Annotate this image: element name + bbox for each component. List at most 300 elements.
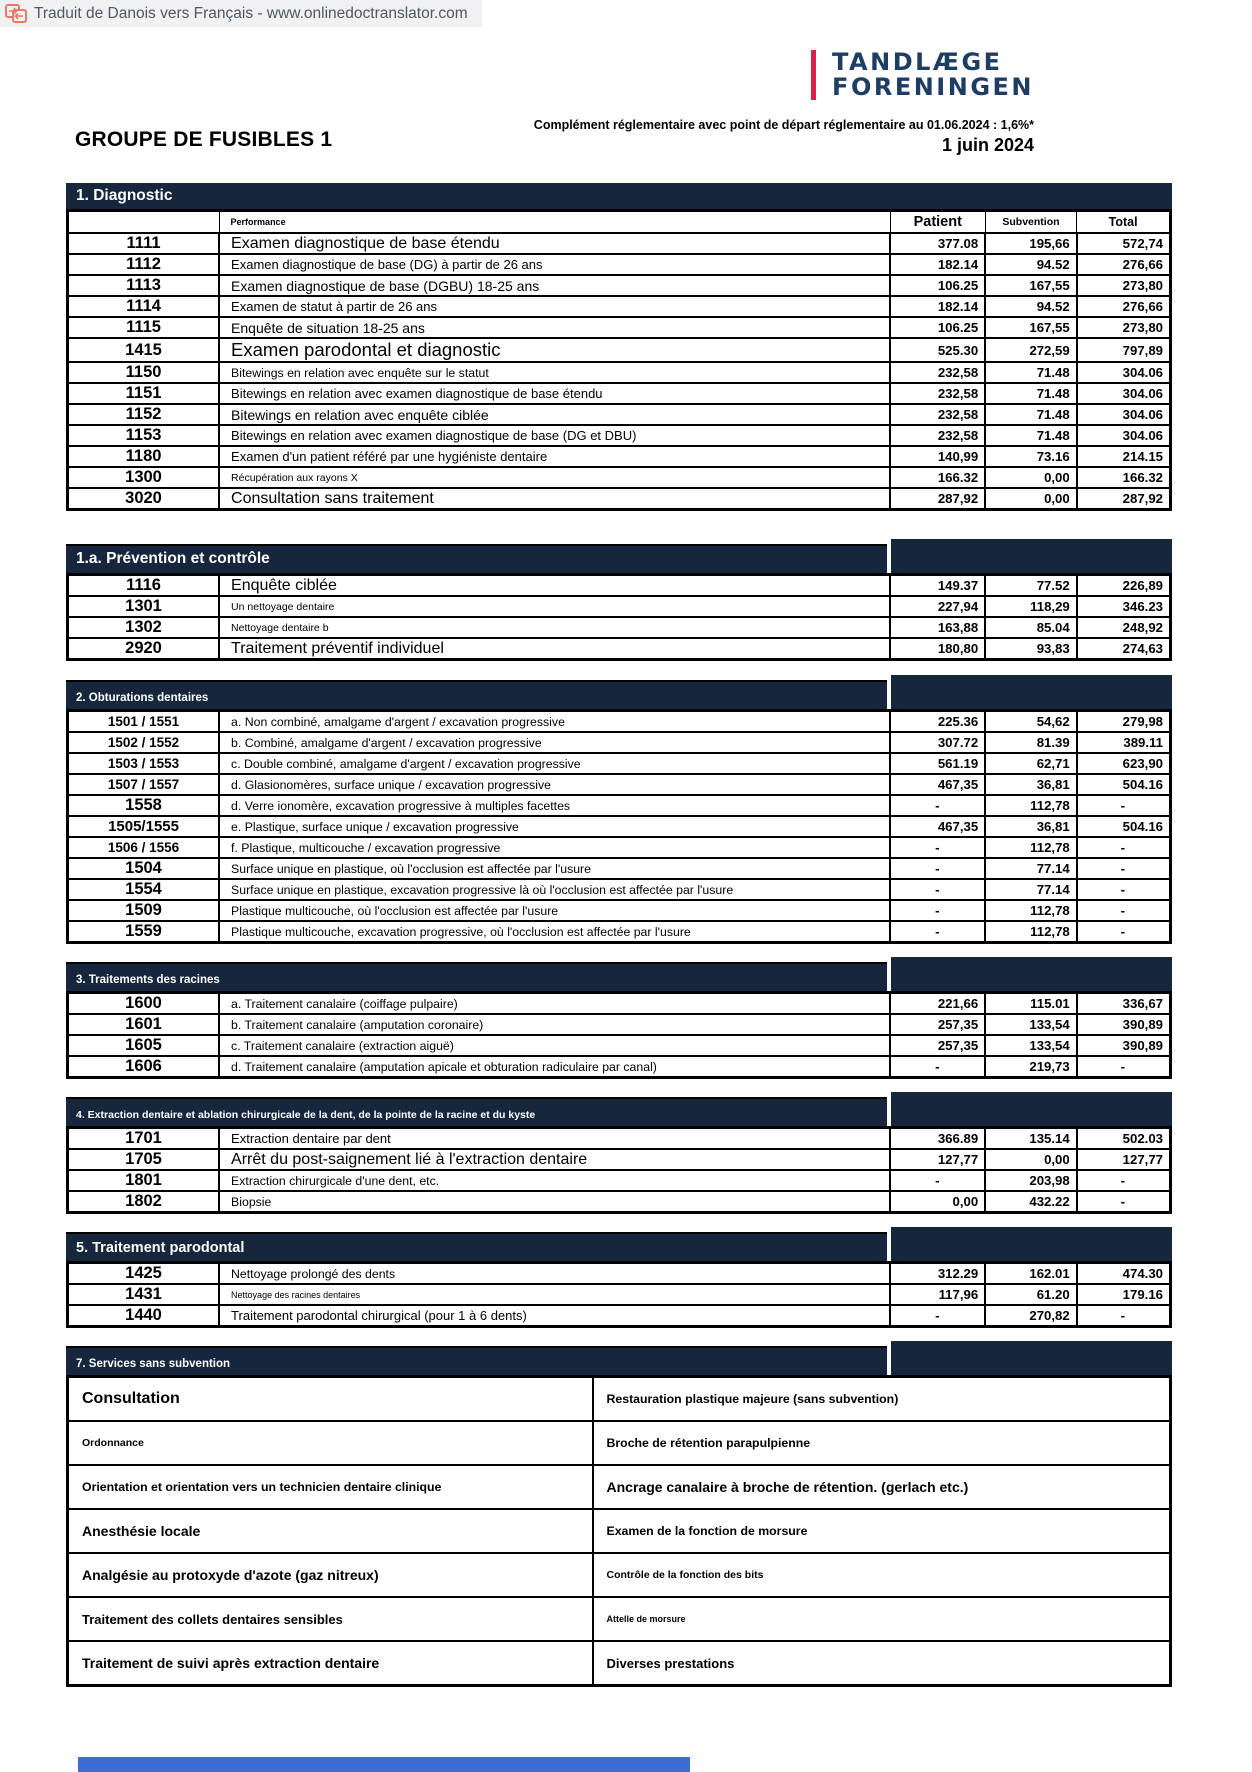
code-cell: 2920 bbox=[68, 638, 220, 660]
total-cell: 336,67 bbox=[1077, 993, 1171, 1015]
code-cell: 1301 bbox=[68, 596, 220, 617]
code-cell: 1701 bbox=[68, 1128, 220, 1150]
subvention-cell: 133,54 bbox=[985, 1035, 1077, 1056]
section-obturations bbox=[66, 675, 1172, 944]
code-cell: 1506 / 1556 bbox=[68, 837, 220, 858]
description-cell: Nettoyage prolongé des dents bbox=[219, 1263, 890, 1285]
code-cell: 1504 bbox=[68, 858, 220, 879]
total-cell: 274,63 bbox=[1077, 638, 1171, 660]
total-cell: - bbox=[1077, 858, 1171, 879]
section-parodontal bbox=[66, 1227, 1172, 1328]
patient-cell: - bbox=[890, 1170, 985, 1191]
table-row bbox=[68, 732, 1171, 753]
subvention-cell: 71.48 bbox=[985, 362, 1077, 383]
subvention-cell: 0,00 bbox=[985, 467, 1077, 488]
table-row bbox=[68, 575, 1171, 597]
total-cell: 623,90 bbox=[1077, 753, 1171, 774]
description-cell: Examen d'un patient référé par une hygiéniste dentaire bbox=[219, 446, 890, 467]
description-cell: b. Traitement canalaire (amputation coronaire) bbox=[219, 1014, 890, 1035]
service-right-cell: Restauration plastique majeure (sans subvention) bbox=[593, 1377, 1171, 1422]
services-table bbox=[66, 1375, 1172, 1687]
description-cell: Extraction chirurgicale d'une dent, etc. bbox=[219, 1170, 890, 1191]
description-cell: f. Plastique, multicouche / excavation progressive bbox=[219, 837, 890, 858]
bottom-page-bar bbox=[78, 1757, 690, 1772]
table-row bbox=[68, 275, 1171, 296]
table-row bbox=[68, 1305, 1171, 1327]
total-cell: 166.32 bbox=[1077, 467, 1171, 488]
total-cell: 248,92 bbox=[1077, 617, 1171, 638]
table-row bbox=[68, 1597, 1171, 1641]
subvention-cell: 270,82 bbox=[985, 1305, 1077, 1327]
code-cell: 1115 bbox=[68, 317, 220, 338]
section-band bbox=[66, 1341, 1172, 1375]
section-diagnostic bbox=[66, 183, 1172, 511]
section-title: 5. Traitement parodontal bbox=[76, 1240, 245, 1256]
patient-cell: 180,80 bbox=[890, 638, 985, 660]
subvention-cell: 219,73 bbox=[985, 1056, 1077, 1078]
table-row bbox=[68, 1641, 1171, 1686]
total-cell: 474.30 bbox=[1077, 1263, 1171, 1285]
description-cell: Examen parodontal et diagnostic bbox=[219, 338, 890, 362]
subvention-cell: 71.48 bbox=[985, 404, 1077, 425]
table-row bbox=[68, 816, 1171, 837]
section-band-right bbox=[891, 1341, 1172, 1375]
translate-bar-label: Traduit de Danois vers Français - www.onlinedoctranslator.com bbox=[34, 4, 468, 22]
total-cell: 389.11 bbox=[1077, 732, 1171, 753]
translate-icon bbox=[5, 4, 27, 24]
total-cell: 504.16 bbox=[1077, 816, 1171, 837]
code-cell: 1114 bbox=[68, 296, 220, 317]
subvention-cell: 0,00 bbox=[985, 1149, 1077, 1170]
total-cell: 287,92 bbox=[1077, 488, 1171, 510]
subvention-cell: 112,78 bbox=[985, 921, 1077, 943]
description-cell: a. Traitement canalaire (coiffage pulpaire) bbox=[219, 993, 890, 1015]
service-right-cell: Examen de la fonction de morsure bbox=[593, 1509, 1171, 1553]
section-extraction bbox=[66, 1092, 1172, 1214]
table-row bbox=[68, 1465, 1171, 1509]
subvention-cell: 77.52 bbox=[985, 575, 1077, 597]
subvention-cell: 133,54 bbox=[985, 1014, 1077, 1035]
subvention-cell: 203,98 bbox=[985, 1170, 1077, 1191]
section-title: 1. Diagnostic bbox=[76, 187, 173, 204]
patient-cell: 525.30 bbox=[890, 338, 985, 362]
patient-cell: - bbox=[890, 921, 985, 943]
patient-cell: 467,35 bbox=[890, 774, 985, 795]
subvention-cell: 112,78 bbox=[985, 900, 1077, 921]
code-cell: 1113 bbox=[68, 275, 220, 296]
patient-cell: 225.36 bbox=[890, 711, 985, 733]
patient-cell: 127,77 bbox=[890, 1149, 985, 1170]
description-cell: Surface unique en plastique, où l'occlusion est affectée par l'usure bbox=[219, 858, 890, 879]
section-band-right bbox=[891, 1092, 1172, 1126]
subvention-cell: 85.04 bbox=[985, 617, 1077, 638]
table-row bbox=[68, 362, 1171, 383]
patient-cell: 232,58 bbox=[890, 383, 985, 404]
subvention-cell: 167,55 bbox=[985, 275, 1077, 296]
fee-table-racines bbox=[66, 991, 1172, 1079]
total-cell: 390,89 bbox=[1077, 1035, 1171, 1056]
table-row bbox=[68, 1014, 1171, 1035]
total-cell: - bbox=[1077, 1305, 1171, 1327]
subvention-cell: 62,71 bbox=[985, 753, 1077, 774]
subvention-cell: 118,29 bbox=[985, 596, 1077, 617]
table-row bbox=[68, 1035, 1171, 1056]
service-right-cell: Ancrage canalaire à broche de rétention. (gerlach etc.) bbox=[593, 1465, 1171, 1509]
patient-cell: - bbox=[890, 858, 985, 879]
fee-table-prevention bbox=[66, 573, 1172, 661]
service-left-cell: Consultation bbox=[68, 1377, 593, 1422]
table-row bbox=[68, 233, 1171, 254]
code-cell: 1112 bbox=[68, 254, 220, 275]
service-right-cell: Diverses prestations bbox=[593, 1641, 1171, 1686]
patient-cell: 366.89 bbox=[890, 1128, 985, 1150]
subvention-cell: 195,66 bbox=[985, 233, 1077, 254]
total-cell: - bbox=[1077, 1191, 1171, 1213]
fee-table-parodontal bbox=[66, 1261, 1172, 1328]
subvention-cell: 135.14 bbox=[985, 1128, 1077, 1150]
section-services bbox=[66, 1341, 1172, 1687]
description-cell: Plastique multicouche, excavation progressive, où l'occlusion est affectée par l'usure bbox=[219, 921, 890, 943]
description-cell: Traitement préventif individuel bbox=[219, 638, 890, 660]
table-row bbox=[68, 338, 1171, 362]
code-cell: 1802 bbox=[68, 1191, 220, 1213]
section-band-right bbox=[891, 957, 1172, 991]
description-cell: Bitewings en relation avec enquête ciblée bbox=[219, 404, 890, 425]
table-row bbox=[68, 1421, 1171, 1465]
fee-tables bbox=[66, 183, 1172, 1687]
description-cell: Plastique multicouche, où l'occlusion est affectée par l'usure bbox=[219, 900, 890, 921]
code-cell: 1116 bbox=[68, 575, 220, 597]
description-cell: Examen diagnostique de base (DGBU) 18-25 ans bbox=[219, 275, 890, 296]
page-title: GROUPE DE FUSIBLES 1 bbox=[75, 128, 333, 151]
patient-cell: 182.14 bbox=[890, 296, 985, 317]
total-cell: 797,89 bbox=[1077, 338, 1171, 362]
code-cell: 1507 / 1557 bbox=[68, 774, 220, 795]
description-cell: d. Verre ionomère, excavation progressive à multiples facettes bbox=[219, 795, 890, 816]
total-cell: - bbox=[1077, 1056, 1171, 1078]
code-cell: 1601 bbox=[68, 1014, 220, 1035]
total-cell: 346.23 bbox=[1077, 596, 1171, 617]
service-left-cell: Anesthésie locale bbox=[68, 1509, 593, 1553]
description-cell: Bitewings en relation avec examen diagnostique de base étendu bbox=[219, 383, 890, 404]
table-row bbox=[68, 446, 1171, 467]
service-left-cell: Traitement des collets dentaires sensibles bbox=[68, 1597, 593, 1641]
description-cell: Consultation sans traitement bbox=[219, 488, 890, 510]
total-cell: - bbox=[1077, 795, 1171, 816]
table-row bbox=[68, 383, 1171, 404]
description-cell: Nettoyage des racines dentaires bbox=[219, 1284, 890, 1305]
patient-cell: 257,35 bbox=[890, 1014, 985, 1035]
table-row bbox=[68, 488, 1171, 510]
total-cell: 504.16 bbox=[1077, 774, 1171, 795]
patient-cell: 561.19 bbox=[890, 753, 985, 774]
subvention-cell: 54,62 bbox=[985, 711, 1077, 733]
service-right-cell: Contrôle de la fonction des bits bbox=[593, 1553, 1171, 1597]
section-band bbox=[66, 675, 1172, 709]
subvention-cell: 432.22 bbox=[985, 1191, 1077, 1213]
table-row bbox=[68, 879, 1171, 900]
subvention-cell: 73.16 bbox=[985, 446, 1077, 467]
total-cell: 304.06 bbox=[1077, 383, 1171, 404]
code-cell: 1501 / 1551 bbox=[68, 711, 220, 733]
description-cell: Biopsie bbox=[219, 1191, 890, 1213]
patient-cell: 149.37 bbox=[890, 575, 985, 597]
service-left-cell: Traitement de suivi après extraction dentaire bbox=[68, 1641, 593, 1686]
section-band-right bbox=[891, 1227, 1172, 1261]
table-row bbox=[68, 1509, 1171, 1553]
section-band bbox=[66, 1227, 1172, 1261]
section-racines bbox=[66, 957, 1172, 1079]
total-cell: 279,98 bbox=[1077, 711, 1171, 733]
section-band bbox=[66, 1092, 1172, 1126]
code-cell: 1554 bbox=[68, 879, 220, 900]
performance-column-header: Performance bbox=[219, 211, 890, 234]
table-row bbox=[68, 1263, 1171, 1285]
total-cell: 127,77 bbox=[1077, 1149, 1171, 1170]
section-prevention bbox=[66, 539, 1172, 661]
code-cell: 1559 bbox=[68, 921, 220, 943]
patient-cell: 221,66 bbox=[890, 993, 985, 1015]
patient-cell: - bbox=[890, 837, 985, 858]
description-cell: Nettoyage dentaire b bbox=[219, 617, 890, 638]
table-row bbox=[68, 638, 1171, 660]
code-cell: 1606 bbox=[68, 1056, 220, 1078]
patient-cell: 0,00 bbox=[890, 1191, 985, 1213]
subvention-cell: 94.52 bbox=[985, 296, 1077, 317]
code-cell: 1153 bbox=[68, 425, 220, 446]
subvention-cell: 112,78 bbox=[985, 795, 1077, 816]
table-row bbox=[68, 1149, 1171, 1170]
total-cell: 179.16 bbox=[1077, 1284, 1171, 1305]
code-cell: 1440 bbox=[68, 1305, 220, 1327]
patient-cell: - bbox=[890, 900, 985, 921]
fee-table-extraction bbox=[66, 1126, 1172, 1214]
logo-line1: TANDLÆGE bbox=[832, 48, 1003, 76]
section-band bbox=[66, 539, 1172, 573]
code-cell: 3020 bbox=[68, 488, 220, 510]
subvention-cell: 36,81 bbox=[985, 816, 1077, 837]
table-row bbox=[68, 1284, 1171, 1305]
table-row bbox=[68, 921, 1171, 943]
patient-cell: 182.14 bbox=[890, 254, 985, 275]
total-cell: - bbox=[1077, 900, 1171, 921]
description-cell: Traitement parodontal chirurgical (pour 1 à 6 dents) bbox=[219, 1305, 890, 1327]
total-cell: - bbox=[1077, 921, 1171, 943]
translate-bar[interactable] bbox=[0, 0, 482, 27]
patient-cell: 117,96 bbox=[890, 1284, 985, 1305]
total-cell: 273,80 bbox=[1077, 317, 1171, 338]
description-cell: b. Combiné, amalgame d'argent / excavation progressive bbox=[219, 732, 890, 753]
patient-cell: 166.32 bbox=[890, 467, 985, 488]
subvention-cell: 77.14 bbox=[985, 879, 1077, 900]
table-row bbox=[68, 711, 1171, 733]
section-title: 3. Traitements des racines bbox=[76, 974, 220, 986]
table-row bbox=[68, 1191, 1171, 1213]
patient-cell: 467,35 bbox=[890, 816, 985, 837]
description-cell: Bitewings en relation avec enquête sur le statut bbox=[219, 362, 890, 383]
patient-cell: 287,92 bbox=[890, 488, 985, 510]
description-cell: Extraction dentaire par dent bbox=[219, 1128, 890, 1150]
total-cell: 226,89 bbox=[1077, 575, 1171, 597]
subvention-cell: 81.39 bbox=[985, 732, 1077, 753]
description-cell: Bitewings en relation avec examen diagnostique de base (DG et DBU) bbox=[219, 425, 890, 446]
regulatory-note: Complément réglementaire avec point de départ réglementaire au 01.06.2024 : 1,6%* bbox=[533, 118, 1034, 132]
patient-cell: 257,35 bbox=[890, 1035, 985, 1056]
total-cell: 276,66 bbox=[1077, 254, 1171, 275]
patient-cell: 140,99 bbox=[890, 446, 985, 467]
description-cell: a. Non combiné, amalgame d'argent / excavation progressive bbox=[219, 711, 890, 733]
description-cell: Enquête de situation 18-25 ans bbox=[219, 317, 890, 338]
table-row bbox=[68, 993, 1171, 1015]
subvention-cell: 167,55 bbox=[985, 317, 1077, 338]
code-cell: 1425 bbox=[68, 1263, 220, 1285]
description-cell: c. Traitement canalaire (extraction aiguë) bbox=[219, 1035, 890, 1056]
code-cell: 1505/1555 bbox=[68, 816, 220, 837]
subvention-cell: 36,81 bbox=[985, 774, 1077, 795]
code-cell: 1152 bbox=[68, 404, 220, 425]
table-row bbox=[68, 425, 1171, 446]
patient-cell: 307.72 bbox=[890, 732, 985, 753]
code-cell: 1150 bbox=[68, 362, 220, 383]
description-cell: Surface unique en plastique, excavation progressive là où l'occlusion est affectée par l'usure bbox=[219, 879, 890, 900]
table-row bbox=[68, 900, 1171, 921]
code-cell: 1705 bbox=[68, 1149, 220, 1170]
total-column-header: Total bbox=[1077, 211, 1171, 234]
description-cell: Arrêt du post-saignement lié à l'extraction dentaire bbox=[219, 1149, 890, 1170]
patient-cell: 106.25 bbox=[890, 317, 985, 338]
subvention-cell: 0,00 bbox=[985, 488, 1077, 510]
section-band bbox=[66, 957, 1172, 991]
code-cell: 1431 bbox=[68, 1284, 220, 1305]
code-cell: 1558 bbox=[68, 795, 220, 816]
description-cell: Enquête ciblée bbox=[219, 575, 890, 597]
table-row bbox=[68, 317, 1171, 338]
subvention-cell: 272,59 bbox=[985, 338, 1077, 362]
table-row bbox=[68, 1170, 1171, 1191]
table-row bbox=[68, 837, 1171, 858]
code-cell: 1180 bbox=[68, 446, 220, 467]
patient-cell: 106.25 bbox=[890, 275, 985, 296]
patient-cell: 227,94 bbox=[890, 596, 985, 617]
description-cell: Examen de statut à partir de 26 ans bbox=[219, 296, 890, 317]
table-row bbox=[68, 617, 1171, 638]
code-cell: 1600 bbox=[68, 993, 220, 1015]
code-cell: 1302 bbox=[68, 617, 220, 638]
table-row bbox=[68, 467, 1171, 488]
total-cell: 276,66 bbox=[1077, 296, 1171, 317]
section-title: 4. Extraction dentaire et ablation chirurgicale de la dent, de la pointe de la racine et du kyste bbox=[76, 1109, 536, 1121]
total-cell: 304.06 bbox=[1077, 425, 1171, 446]
code-cell: 1502 / 1552 bbox=[68, 732, 220, 753]
patient-cell: - bbox=[890, 1305, 985, 1327]
description-cell: e. Plastique, surface unique / excavation progressive bbox=[219, 816, 890, 837]
patient-cell: 163,88 bbox=[890, 617, 985, 638]
patient-cell: 312.29 bbox=[890, 1263, 985, 1285]
total-cell: 502.03 bbox=[1077, 1128, 1171, 1150]
table-row bbox=[68, 596, 1171, 617]
table-row bbox=[68, 1553, 1171, 1597]
table-row bbox=[68, 1128, 1171, 1150]
description-cell: Examen diagnostique de base (DG) à partir de 26 ans bbox=[219, 254, 890, 275]
description-cell: Un nettoyage dentaire bbox=[219, 596, 890, 617]
logo-line2: FORENINGEN bbox=[832, 73, 1034, 101]
table-row bbox=[68, 1056, 1171, 1078]
subvention-cell: 112,78 bbox=[985, 837, 1077, 858]
fee-table-obturations bbox=[66, 709, 1172, 944]
total-cell: 304.06 bbox=[1077, 404, 1171, 425]
subvention-cell: 93,83 bbox=[985, 638, 1077, 660]
table-row bbox=[68, 404, 1171, 425]
section-band-right bbox=[891, 675, 1172, 709]
logo-red-bar bbox=[811, 50, 816, 100]
patient-cell: - bbox=[890, 879, 985, 900]
patient-cell: - bbox=[890, 1056, 985, 1078]
patient-column-header: Patient bbox=[890, 211, 985, 234]
description-cell: Examen diagnostique de base étendu bbox=[219, 233, 890, 254]
subvention-cell: 115.01 bbox=[985, 993, 1077, 1015]
subvention-cell: 77.14 bbox=[985, 858, 1077, 879]
total-cell: 273,80 bbox=[1077, 275, 1171, 296]
code-cell: 1300 bbox=[68, 467, 220, 488]
total-cell: - bbox=[1077, 837, 1171, 858]
service-left-cell: Analgésie au protoxyde d'azote (gaz nitreux) bbox=[68, 1553, 593, 1597]
table-row bbox=[68, 774, 1171, 795]
patient-cell: 232,58 bbox=[890, 362, 985, 383]
column-header-row bbox=[68, 211, 1171, 234]
section-title: 7. Services sans subvention bbox=[76, 1358, 231, 1370]
total-cell: - bbox=[1077, 1170, 1171, 1191]
subvention-cell: 94.52 bbox=[985, 254, 1077, 275]
code-cell: 1801 bbox=[68, 1170, 220, 1191]
table-row bbox=[68, 1377, 1171, 1422]
subvention-cell: 71.48 bbox=[985, 425, 1077, 446]
table-row bbox=[68, 254, 1171, 275]
total-cell: 390,89 bbox=[1077, 1014, 1171, 1035]
service-right-cell: Broche de rétention parapulpienne bbox=[593, 1421, 1171, 1465]
table-row bbox=[68, 296, 1171, 317]
section-band-right bbox=[891, 539, 1172, 573]
patient-cell: 232,58 bbox=[890, 404, 985, 425]
code-column-header bbox=[68, 211, 220, 234]
code-cell: 1509 bbox=[68, 900, 220, 921]
total-cell: 572,74 bbox=[1077, 233, 1171, 254]
table-row bbox=[68, 795, 1171, 816]
table-row bbox=[68, 858, 1171, 879]
subvention-column-header: Subvention bbox=[985, 211, 1077, 234]
total-cell: 214.15 bbox=[1077, 446, 1171, 467]
table-row bbox=[68, 753, 1171, 774]
description-cell: d. Glasionomères, surface unique / excavation progressive bbox=[219, 774, 890, 795]
code-cell: 1415 bbox=[68, 338, 220, 362]
total-cell: 304.06 bbox=[1077, 362, 1171, 383]
service-right-cell: Attelle de morsure bbox=[593, 1597, 1171, 1641]
fee-table-diagnostic bbox=[66, 209, 1172, 511]
section-band bbox=[66, 183, 1172, 209]
code-cell: 1605 bbox=[68, 1035, 220, 1056]
patient-cell: 232,58 bbox=[890, 425, 985, 446]
total-cell: - bbox=[1077, 879, 1171, 900]
description-cell: Récupération aux rayons X bbox=[219, 467, 890, 488]
code-cell: 1151 bbox=[68, 383, 220, 404]
subvention-cell: 61.20 bbox=[985, 1284, 1077, 1305]
subvention-cell: 162.01 bbox=[985, 1263, 1077, 1285]
section-title: 1.a. Prévention et contrôle bbox=[76, 550, 270, 567]
section-title: 2. Obturations dentaires bbox=[76, 692, 209, 704]
service-left-cell: Ordonnance bbox=[68, 1421, 593, 1465]
document-date: 1 juin 2024 bbox=[941, 135, 1034, 155]
tandlaegeforeningen-logo bbox=[811, 50, 1034, 100]
patient-cell: - bbox=[890, 795, 985, 816]
